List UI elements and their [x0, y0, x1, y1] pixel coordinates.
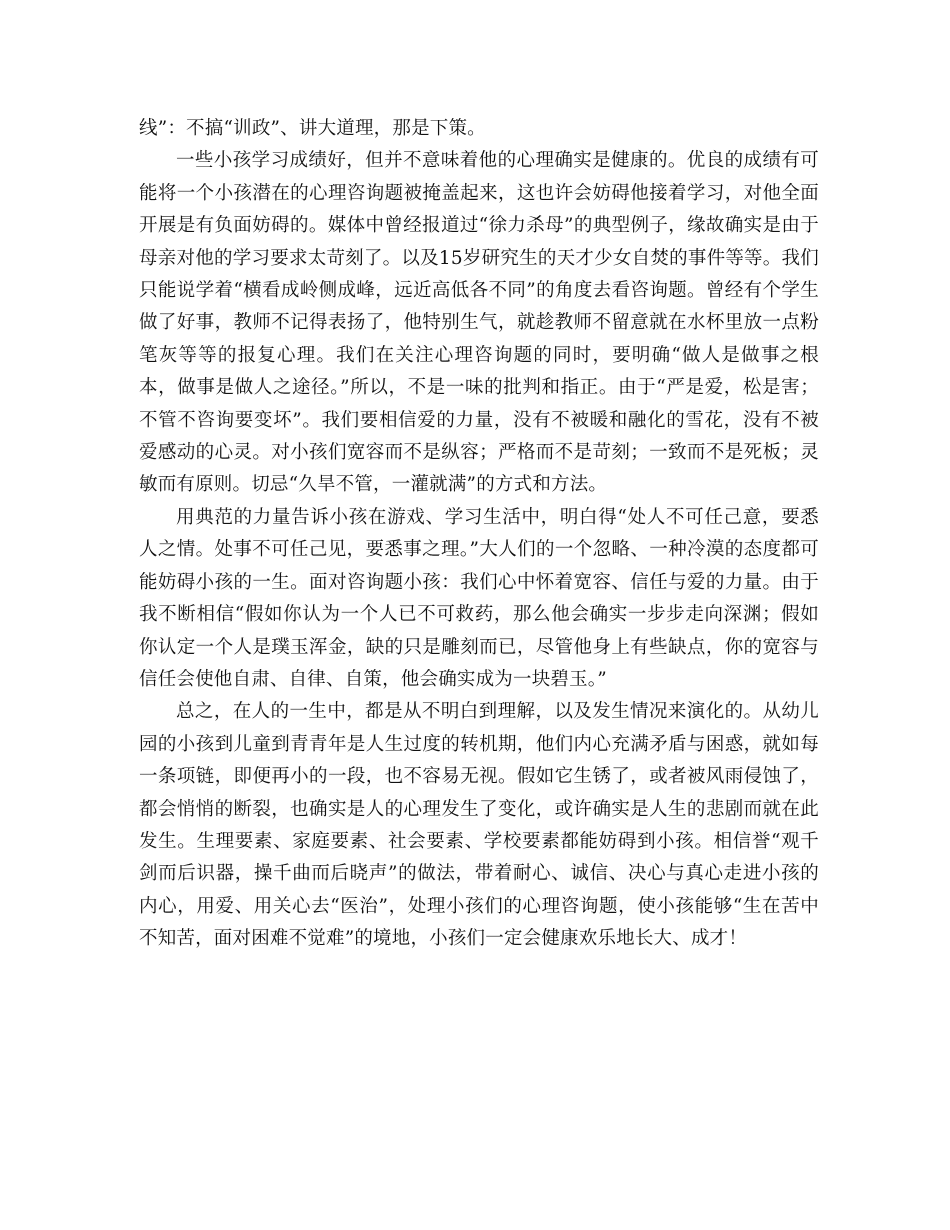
paragraph-conclusion: 总之，在人的一生中，都是从不明白到理解，以及发生情况来演化的。从幼儿园的小孩到儿童到青青年是人生过度的转机期，他们内心充满矛盾与困惑，就如每一条项链，即便再小的一段，也不容易无视。假如它生锈了，或者被风雨侵蚀了，都会悄悄的断裂，也确实是人的心理发生了变化，或许确实是人生的悲剧而就在此发生。生理要素、家庭要素、社会要素、学校要素都能妨碍到小孩。相信誉“观千剑而后识器，操千曲而后晓声”的做法，带着耐心、诚信、决心与真心走进小孩的内心，用爱、用关心去“医治”，处理小孩们的心理咨询题，使小孩能够“生在苦中不知苦，面对困难不觉难”的境地，小孩们一定会健康欢乐地长大、成才！ — [139, 701, 819, 950]
paragraph-power-of-example: 用典范的力量告诉小孩在游戏、学习生活中，明白得“处人不可任己意，要悉人之情。处事不可任己见，要悉事之理。”大人们的一个忽略、一种冷漠的态度都可能妨碍小孩的一生。面对咨询题小孩：我们心中怀着宽容、信任与爱的力量。由于我不断相信“假如你认为一个人已不可救药，那么他会确实一步步走向深渊；假如你认定一个人是璞玉浑金，缺的只是雕刻而已，尽管他身上有些缺点，你的宽容与信任会使他自肃、自律、自策，他会确实成为一块碧玉。” — [139, 506, 819, 690]
document-page — [139, 113, 819, 956]
paragraph-grades-and-psychology: 一些小孩学习成绩好，但并不意味着他的心理确实是健康的。优良的成绩有可能将一个小孩潜在的心理咨询题被掩盖起来，这也许会妨碍他接着学习，对他全面开展是有负面妨碍的。媒体中曾经报道过“徐力杀母”的典型例子，缘故确实是由于母亲对他的学习要求太苛刻了。以及15岁研究生的天才少女自焚的事件等等。我们只能说学着“横看成岭侧成峰，远近高低各不同”的角度去看咨询题。曾经有个学生做了好事，教师不记得表扬了，他特别生气，就趁教师不留意就在水杯里放一点粉笔灰等等的报复心理。我们在关注心理咨询题的同时，要明确“做人是做事之根本，做事是做人之途径。”所以，不是一味的批判和指正。由于“严是爱，松是害；不管不咨询要变坏”。我们要相信爱的力量，没有不被暖和融化的雪花，没有不被爱感动的心灵。对小孩们宽容而不是纵容；严格而不是苛刻；一致而不是死板；灵敏而有原则。切忌“久旱不管，一灌就满”的方式和方法。 — [139, 150, 819, 496]
paragraph-continuation: 线”：不搞“训政”、讲大道理，那是下策。 — [139, 118, 486, 139]
